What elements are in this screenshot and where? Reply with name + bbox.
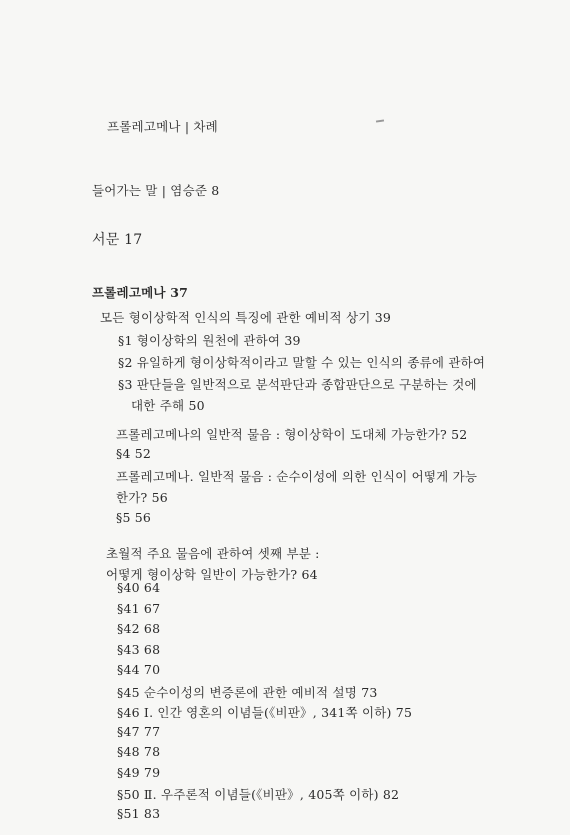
toc-s44[interactable]: §44 70 [117, 662, 161, 677]
toc-s46[interactable]: §46 I. 인간 영혼의 이념들(《비판》, 341쪽 이하) 75 [117, 705, 413, 720]
toc-s3[interactable]: §3 판단들을 일반적으로 분석판단과 종합판단으로 구분하는 것에 [118, 377, 477, 392]
toc-part3[interactable]: 초월적 주요 물음에 관하여 셋째 부분 : [106, 546, 320, 561]
smudge-mark [376, 119, 384, 122]
toc-prelim[interactable]: 모든 형이상학적 인식의 특징에 관한 예비적 상기 39 [100, 310, 392, 325]
toc-s42[interactable]: §42 68 [117, 621, 161, 636]
toc-s4[interactable]: §4 52 [116, 446, 152, 461]
toc-s45[interactable]: §45 순수이성의 변증론에 관한 예비적 설명 73 [117, 684, 378, 700]
toc-intro[interactable]: 들어가는 말 | 염승준 8 [92, 183, 220, 198]
toc-s41[interactable]: §41 67 [117, 600, 161, 616]
toc-s50[interactable]: §50 Ⅱ. 우주론적 이념들(《비판》, 405쪽 이하) 82 [117, 787, 400, 802]
page-title: 프롤레고메나 | 차례 [107, 119, 218, 134]
toc-s47[interactable]: §47 77 [117, 723, 161, 739]
toc-general-question-2[interactable]: 프롤레고메나. 일반적 물음 : 순수이성에 의한 인식이 어떻게 가능 [116, 469, 478, 484]
toc-part3-cont[interactable]: 어떻게 형이상학 일반이 가능한가? 64 [106, 567, 318, 582]
toc-general-question-2-cont[interactable]: 한가? 56 [116, 490, 168, 505]
toc-main[interactable]: 프롤레고메나 37 [92, 285, 188, 300]
toc-s48[interactable]: §48 78 [117, 744, 161, 759]
toc-s1[interactable]: §1 형이상학의 원천에 관하여 39 [118, 333, 301, 348]
toc-s40[interactable]: §40 64 [117, 580, 161, 595]
toc-s49[interactable]: §49 79 [117, 764, 161, 780]
toc-s43[interactable]: §43 68 [117, 641, 161, 657]
toc-s51[interactable]: §51 83 [117, 805, 161, 821]
toc-s5[interactable]: §5 56 [116, 510, 152, 525]
toc-s3-cont[interactable]: 대한 주해 50 [131, 398, 205, 413]
toc-general-question-1[interactable]: 프롤레고메나의 일반적 물음 : 형이상학이 도대체 가능한가? 52 [116, 427, 468, 442]
toc-s2[interactable]: §2 유일하게 형이상학적이라고 말할 수 있는 인식의 종류에 관하여 [118, 355, 486, 370]
toc-preface[interactable]: 서문 17 [92, 232, 143, 248]
